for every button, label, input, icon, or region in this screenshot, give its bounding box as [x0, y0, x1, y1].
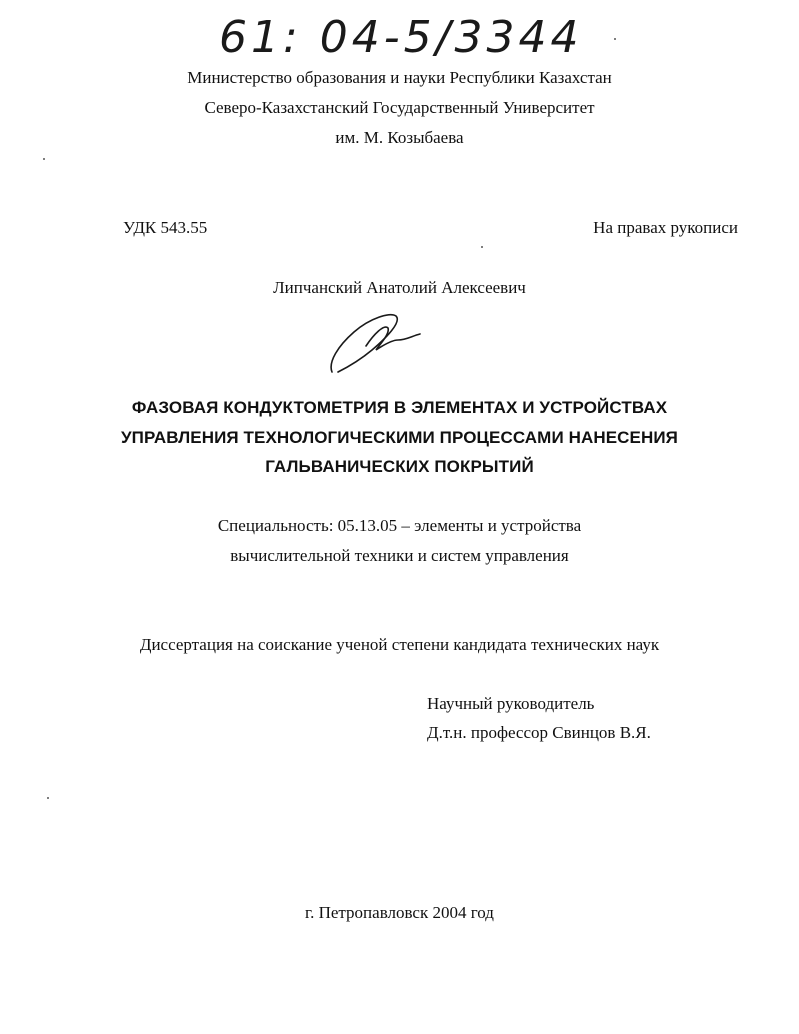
scan-speck	[614, 38, 616, 40]
supervisor-label: Научный руководитель	[427, 694, 595, 713]
scan-speck	[43, 158, 45, 160]
author-name: Липчанский Анатолий Алексеевич	[273, 278, 526, 297]
thesis-title-line-3: ГАЛЬВАНИЧЕСКИХ ПОКРЫТИЙ	[265, 457, 534, 476]
author-signature	[326, 306, 426, 378]
udk-code: УДК 543.55	[123, 218, 208, 237]
archive-code-handwritten	[219, 2, 583, 66]
university-line: Северо-Казахстанский Государственный Университет	[204, 98, 595, 117]
thesis-title-line-1: ФАЗОВАЯ КОНДУКТОМЕТРИЯ В ЭЛЕМЕНТАХ И УСТРОЙСТВАХ	[131, 398, 668, 417]
place-and-year: г. Петропавловск 2004 год	[305, 903, 494, 922]
archive-code-text: 61: 04-5/3344	[219, 12, 583, 63]
scan-speck	[47, 797, 49, 799]
dissertation-degree: Диссертация на соискание ученой степени кандидата технических наук	[139, 635, 660, 654]
scan-speck	[481, 246, 483, 248]
university-name-line: им. М. Козыбаева	[335, 128, 464, 147]
ministry-line: Министерство образования и науки Республики Казахстан	[187, 68, 612, 87]
manuscript-rights: На правах рукописи	[593, 218, 738, 237]
thesis-title-line-2: УПРАВЛЕНИЯ ТЕХНОЛОГИЧЕСКИМИ ПРОЦЕССАМИ НАНЕСЕНИЯ	[120, 428, 678, 447]
specialty-line-1: Специальность: 05.13.05 – элементы и устройства	[217, 516, 582, 535]
specialty-line-2: вычислительной техники и систем управления	[230, 546, 569, 565]
supervisor-name: Д.т.н. профессор Свинцов В.Я.	[427, 723, 651, 742]
